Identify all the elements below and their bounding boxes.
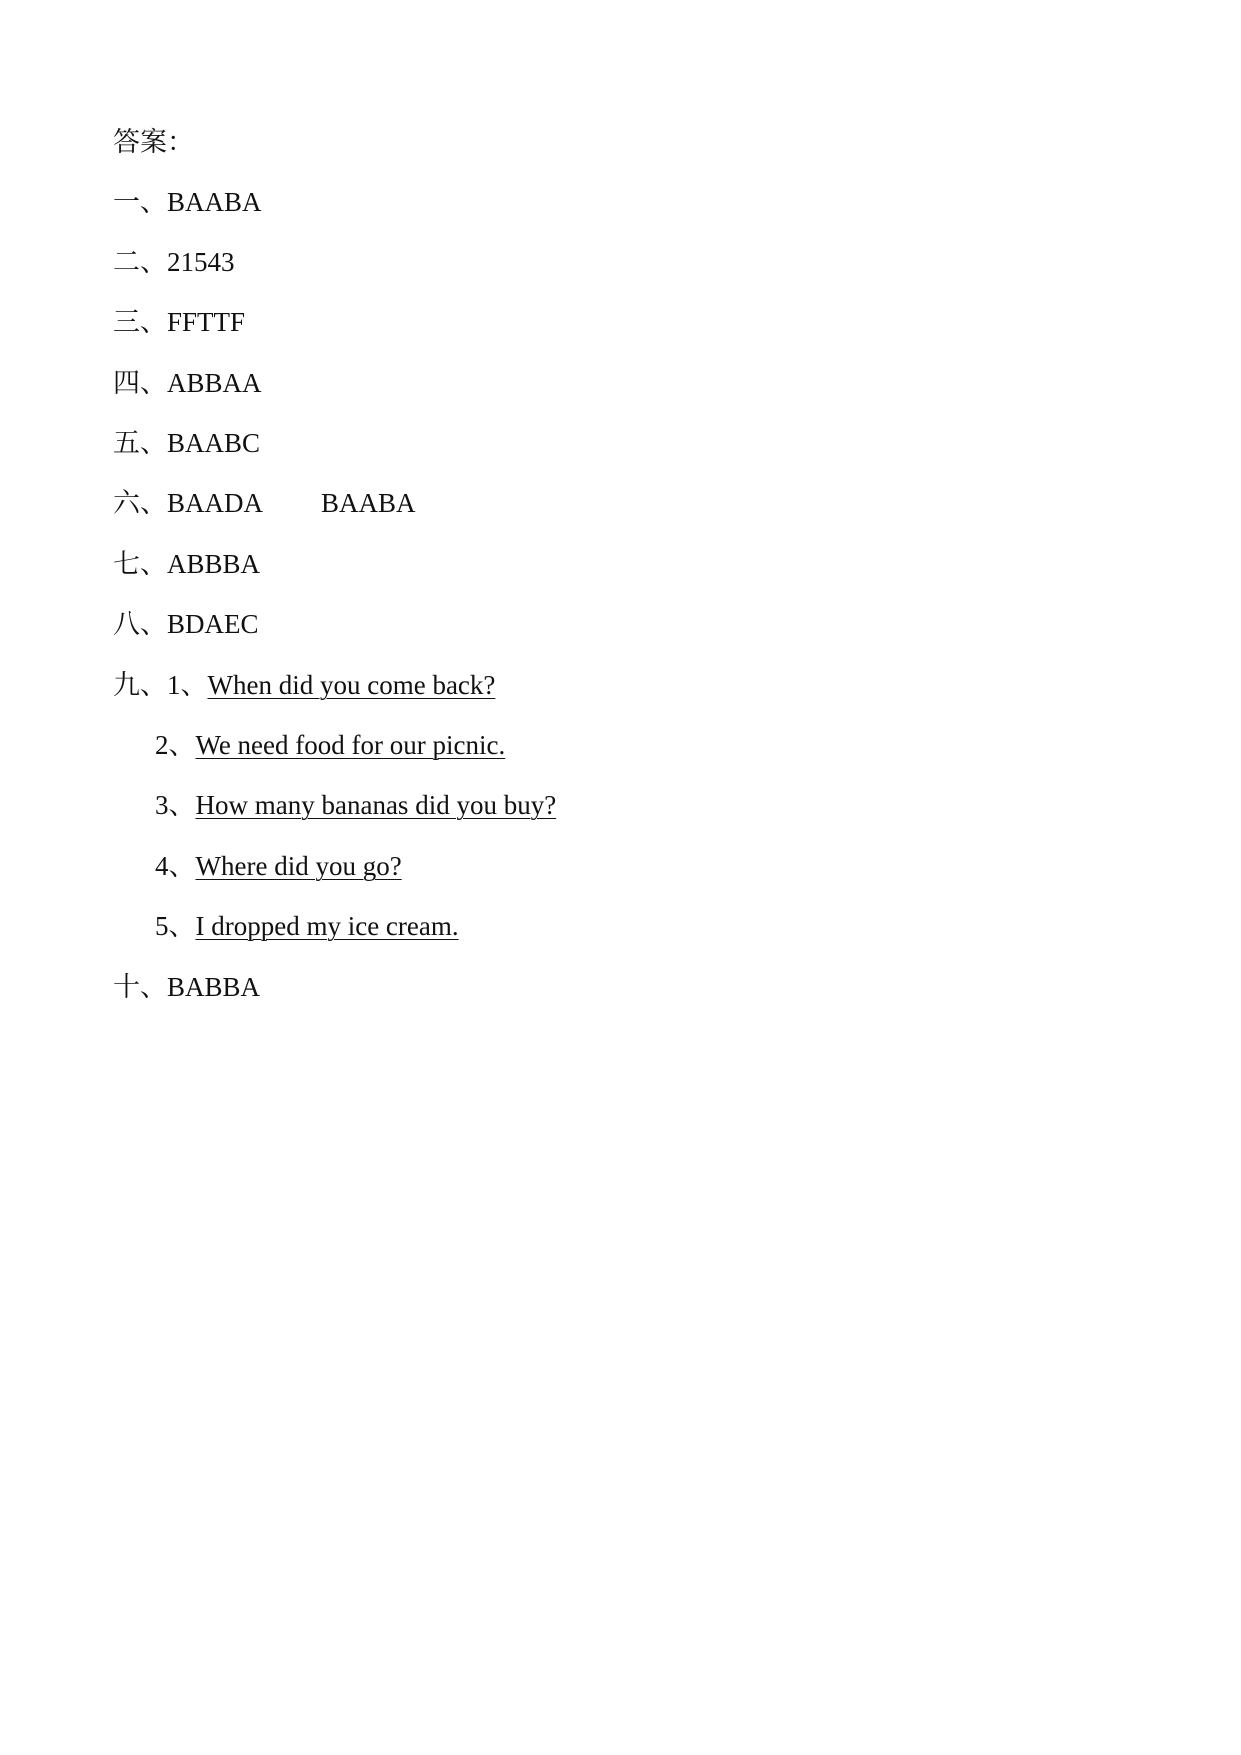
section-answer: FFTTF xyxy=(167,307,246,337)
item-number: 3、 xyxy=(155,790,196,820)
section-label: 七、 xyxy=(113,549,167,579)
section-answer: BAABC xyxy=(167,428,261,458)
section-4-answer-row xyxy=(113,366,262,400)
answer-sentence: Where did you go? xyxy=(195,851,402,881)
section-7-answer-row xyxy=(113,547,260,581)
section-9-item-4-row xyxy=(155,849,402,883)
section-2-answer-row xyxy=(113,245,235,279)
section-9-item-3-row xyxy=(155,788,556,822)
section-label: 十、 xyxy=(113,972,167,1002)
item-number: 5、 xyxy=(155,911,196,941)
section-answer: ABBAA xyxy=(167,368,262,398)
section-answer: BABBA xyxy=(167,972,261,1002)
section-6-answer-row xyxy=(113,486,416,520)
item-number: 1、 xyxy=(167,670,208,700)
section-8-answer-row xyxy=(113,607,259,641)
section-answer: BDAEC xyxy=(167,609,259,639)
section-9-item-5-row xyxy=(155,909,459,943)
section-label: 三、 xyxy=(113,307,167,337)
answer-key-title: 答案： xyxy=(113,127,194,157)
section-10-answer-row xyxy=(113,970,260,1004)
item-number: 2、 xyxy=(155,730,196,760)
section-label: 五、 xyxy=(113,428,167,458)
section-9-item-1-row xyxy=(113,668,495,702)
answer-sentence: How many bananas did you buy? xyxy=(195,790,557,820)
section-answer: BAADA xyxy=(167,488,264,518)
section-label: 八、 xyxy=(113,609,167,639)
section-answer: ABBBA xyxy=(167,549,261,579)
section-label: 六、 xyxy=(113,488,167,518)
section-9-item-2-row xyxy=(155,728,505,762)
section-answer: BAABA xyxy=(167,187,262,217)
section-label: 九、 xyxy=(113,670,167,700)
item-number: 4、 xyxy=(155,851,196,881)
section-label: 一、 xyxy=(113,187,167,217)
section-label: 二、 xyxy=(113,247,167,277)
section-5-answer-row xyxy=(113,426,260,460)
section-1-answer-row xyxy=(113,185,262,219)
section-label: 四、 xyxy=(113,368,167,398)
answer-sentence: When did you come back? xyxy=(207,670,496,700)
answer-sentence: I dropped my ice cream. xyxy=(195,911,459,941)
section-3-answer-row xyxy=(113,305,245,339)
section-answer: 21543 xyxy=(167,247,235,277)
section-answer-second-group: BAABA xyxy=(321,488,416,518)
answer-sentence: We need food for our picnic. xyxy=(195,730,506,760)
